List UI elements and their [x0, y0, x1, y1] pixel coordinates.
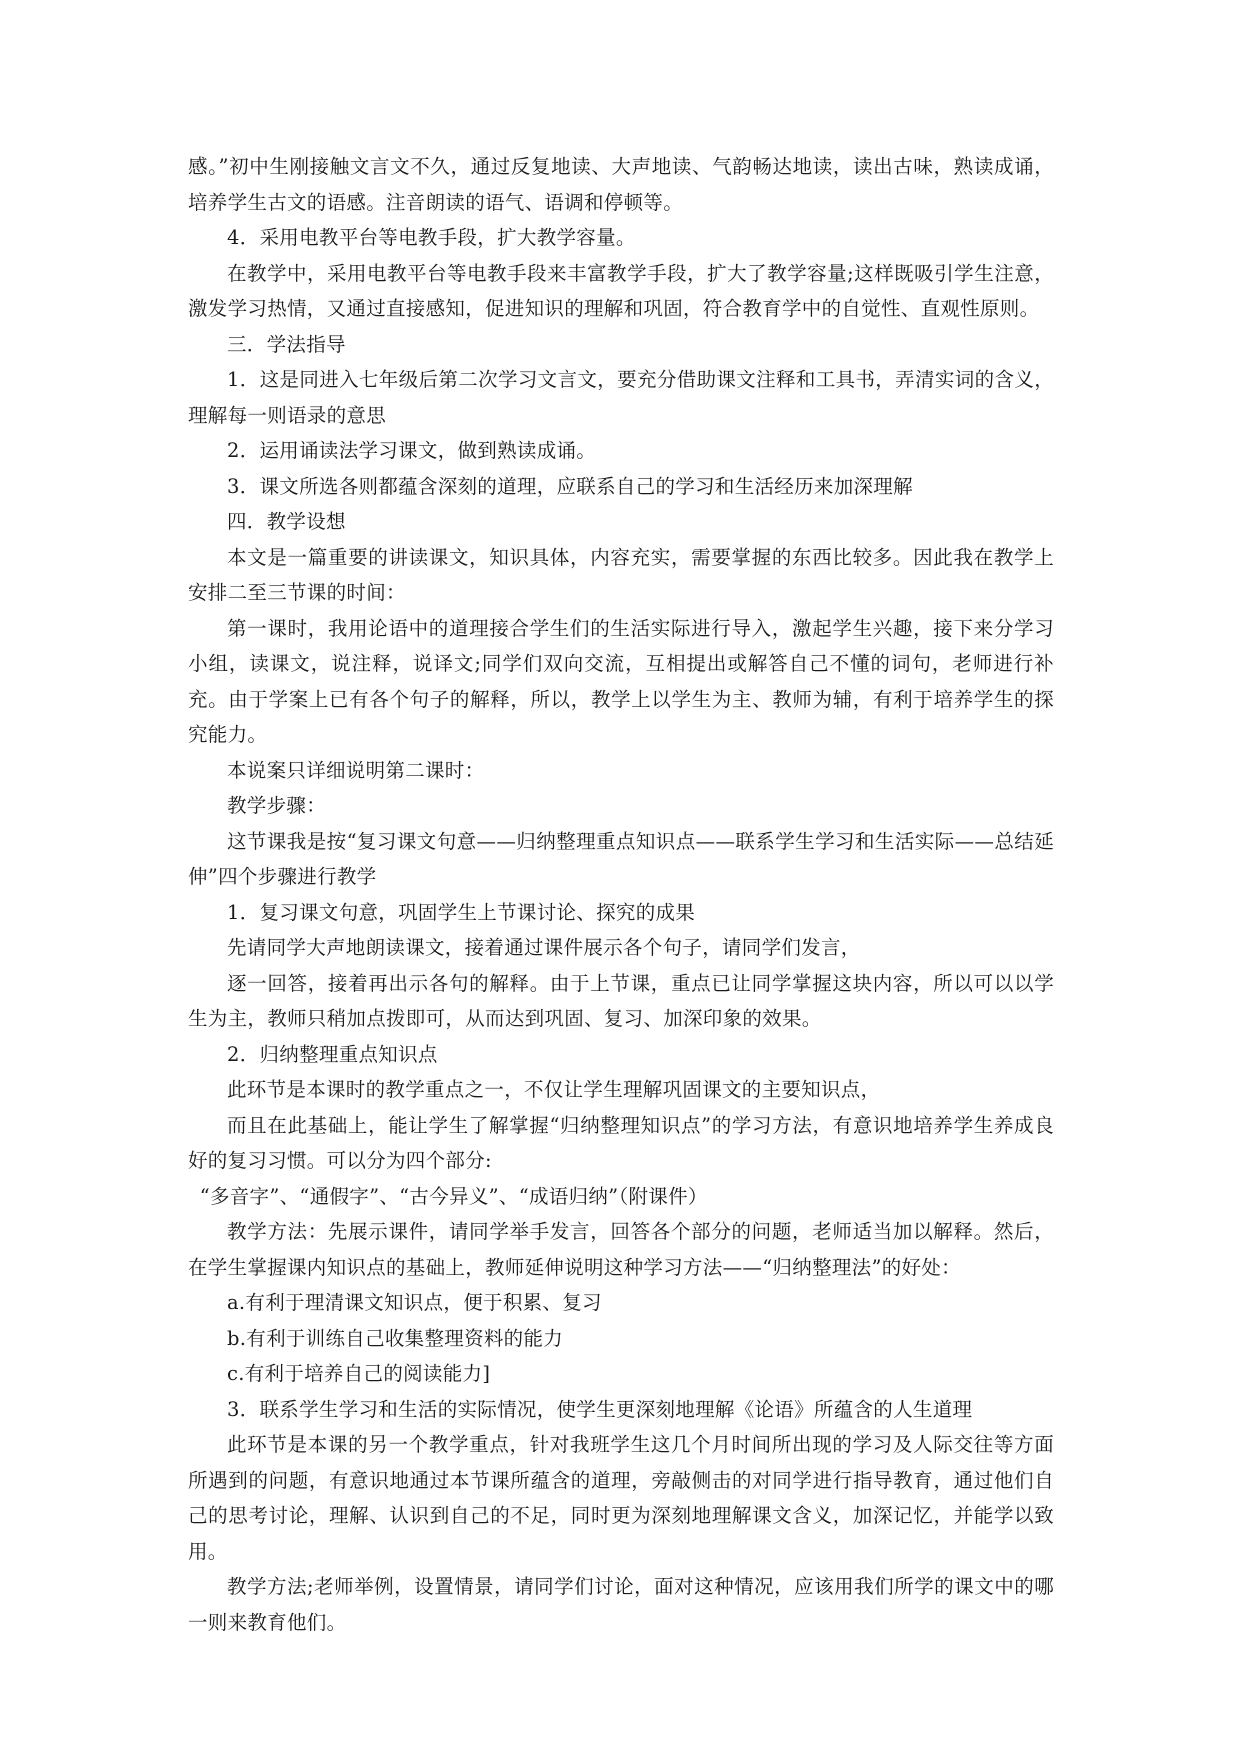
paragraph: 2．运用诵读法学习课文，做到熟读成诵。	[227, 439, 597, 462]
paragraph: 先请同学大声地朗读课文，接着通过课件展示各个句子，请同学们发言，	[227, 936, 861, 959]
paragraph: 感。”初中生刚接触文言文不久，通过反复地读、大声地读、气韵畅达地读，读出古味，熟读成诵，培养学生古文的语感。注音朗读的语气、语调和停顿等。	[188, 155, 1054, 214]
paragraph: b.有利于训练自己收集整理资料的能力	[227, 1326, 564, 1350]
paragraph: 此环节是本课时的教学重点之一，不仅让学生理解巩固课文的主要知识点，	[227, 1078, 881, 1101]
paragraph: c.有利于培养自己的阅读能力]	[227, 1362, 491, 1385]
paragraph: 本文是一篇重要的讲读课文，知识具体，内容充实，需要掌握的东西比较多。因此我在教学上安排二至三节课的时间：	[188, 545, 1054, 604]
paragraph: 3．课文所选各则都蕴含深刻的道理，应联系自己的学习和生活经历来加深理解	[227, 474, 913, 498]
paragraph: 第一课时，我用论语中的道理接合学生们的生活实际进行导入，激起学生兴趣，接下来分学习小组，读课文，说注释，说译文;同学们双向交流，互相提出或解答自己不懂的词句，老师进行补充。由于学案上已有各个句子的解释，所以，教学上以学生为主、教师为辅，有利于培养学生的探究能力。	[188, 616, 1054, 746]
paragraph: 本说案只详细说明第二课时：	[227, 758, 485, 782]
paragraph: 四．教学设想	[227, 510, 346, 533]
paragraph: 2．归纳整理重点知识点	[227, 1042, 438, 1066]
paragraph: 三．学法指导	[227, 332, 346, 356]
paragraph: a.有利于理清课文知识点，便于积累、复习	[227, 1291, 602, 1314]
paragraph: 逐一回答，接着再出示各句的解释。由于上节课，重点已让同学掌握这块内容，所以可以以学生为主，教师只稍加点拨即可，从而达到巩固、复习、加深印象的效果。	[188, 971, 1054, 1030]
paragraph: 3．联系学生学习和生活的实际情况，使学生更深刻地理解《论语》所蕴含的人生道理	[227, 1397, 973, 1421]
paragraph: 教学步骤：	[227, 794, 327, 817]
paragraph: “多音字”、“通假字”、“古今异义”、“成语归纳”（附课件）	[199, 1184, 708, 1208]
paragraph: 而且在此基础上，能让学生了解掌握“归纳整理知识点”的学习方法，有意识地培养学生养成良好的复习习惯。可以分为四个部分:	[188, 1113, 1054, 1172]
paragraph: 这节课我是按“复习课文句意——归纳整理重点知识点——联系学生学习和生活实际——总结延伸”四个步骤进行教学	[188, 829, 1054, 888]
paragraph: 教学方法;老师举例，设置情景，请同学们讨论，面对这种情况，应该用我们所学的课文中的哪一则来教育他们。	[188, 1575, 1054, 1634]
paragraph: 此环节是本课的另一个教学重点，针对我班学生这几个月时间所出现的学习及人际交往等方面所遇到的问题，有意识地通过本节课所蕴含的道理，旁敲侧击的对同学进行指导教育，通过他们自己的思考讨论，理解、认识到自己的不足，同时更为深刻地理解课文含义，加深记忆，并能学以致用。	[188, 1433, 1054, 1563]
paragraph: 在教学中，采用电教平台等电教手段来丰富教学手段，扩大了教学容量;这样既吸引学生注意，激发学习热情，又通过直接感知，促进知识的理解和巩固，符合教育学中的自觉性、直观性原则。	[188, 261, 1054, 320]
paragraph: 1．复习课文句意，巩固学生上节课讨论、探究的成果	[227, 900, 696, 924]
paragraph: 4．采用电教平台等电教手段，扩大教学容量。	[227, 226, 636, 249]
document-body	[188, 149, 1054, 1640]
paragraph: 1．这是同进入七年级后第二次学习文言文，要充分借助课文注释和工具书，弄清实词的含义，理解每一则语录的意思	[188, 368, 1054, 427]
paragraph: 教学方法：先展示课件，请同学举手发言，回答各个部分的问题，老师适当加以解释。然后，在学生掌握课内知识点的基础上，教师延伸说明这种学习方法——“归纳整理法”的好处：	[188, 1220, 1054, 1279]
